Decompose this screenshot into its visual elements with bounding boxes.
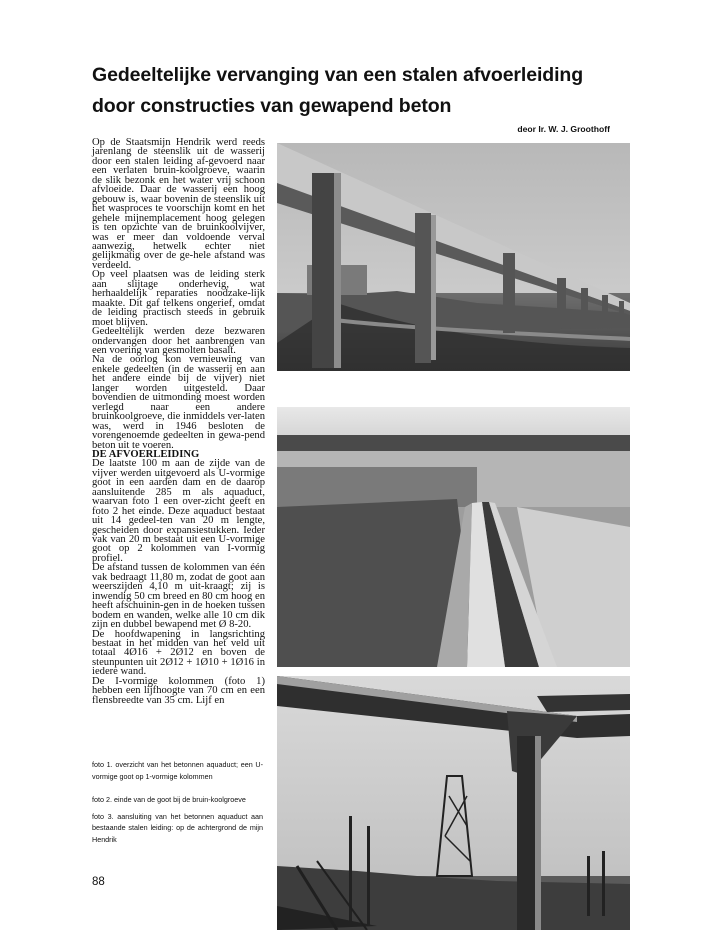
body-paragraph: De afstand tussen de kolommen van één vak bedraagt 11,80 m, zodat de goot aan weerszijden 4,10 m uit-kraagt; zij is inwendig 50 cm breed en 80 cm hoog en heeft afschuinin-gen in de hoeken tussen bodem en wanden, welke alle 10 cm dik zijn en dubbel bewapend met Ø 8-20.	[92, 562, 265, 631]
body-paragraph: Na de oorlog kon vernieuwing van enkele gedeelten (in de wasserij en aan het andere einde bij de vijver) niet langer worden uitgesteld. Daar bovendien de uitmonding moest worden verlegd naar een andere bruinkoolgroeve, die inmiddels ver-laten was, werd in 1946 besloten de vorengenoemde gedeelten in gewa-pend beton uit te voeren.	[92, 354, 265, 451]
body-paragraph: Op veel plaatsen was de leiding sterk aan slijtage onderhevig, wat herhaaldelijk reparaties noodzake-lijk maakte. Dit gaf telkens ongerief, omdat de leiding practisch steeds in gebruik moet blijven.	[92, 269, 265, 328]
caption-foto-2: foto 2. einde van de goot bij de bruin-koolgroeve	[92, 795, 246, 805]
caption-foto-1: foto 1. overzicht van het betonnen aquaduct; een U-vormige goot op 1-vormige kolommen	[92, 760, 263, 781]
caption-foto-3: foto 3. aansluiting van het betonnen aquaduct aan bestaande stalen leiding: op de achtergrond de mijn Hendrik	[92, 811, 263, 844]
connection-steel-pipe-image	[277, 676, 630, 930]
channel-end-image	[277, 407, 630, 667]
body-paragraph: Gedeeltelijk werden deze bezwaren ondervangen door het aanbrengen van een voering van gesmolten basalt.	[92, 326, 265, 356]
body-paragraph: De I-vormige kolommen (foto 1) hebben een lijfhoogte van 70 cm en een flensbreedte van 35 cm. Lijf en	[92, 675, 265, 706]
article-body	[92, 138, 265, 705]
channel-end-photo	[277, 407, 630, 667]
section-heading: DE AFVOERLEIDING	[92, 448, 200, 460]
aqueduct-overview-photo	[277, 143, 630, 371]
article-title-line-1: Gedeeltelijke vervanging van een stalen afvoerleiding	[92, 64, 584, 86]
connection-steel-pipe-photo	[277, 676, 630, 930]
aqueduct-overview-image	[277, 143, 630, 371]
article-title-line-2: door constructies van gewapend beton	[92, 95, 452, 117]
body-paragraph: De laatste 100 m aan de zijde van de vijver werden uitgevoerd als U-vormige goot in een aarden dam en de daarop aansluitende 285 m als aquaduct, waarvan foto 1 een over-zicht geeft en foto 2 het einde. Deze aquaduct bestaat uit 14 gedeel-ten van 20 m lengte, gescheiden door expansiestukken. Ieder vak van 20 m bestaat uit een U-vormige goot op 2 kolommen van I-vormig profiel.	[92, 458, 265, 564]
author-byline: deor Ir. W. J. Groothoff	[517, 124, 610, 134]
photo-captions	[92, 759, 263, 846]
body-paragraph: Op de Staatsmijn Hendrik werd reeds jarenlang de steenslik uit de wasserij door een stalen leiding af-gevoerd naar een verlaten bruin-koolgroeve, waarin de slik bezonk en het water vrij schoon afvloeide. Daar de wasserij een hoog gebouw is, waar bovenin de steenslik uit het wasproces te voorschijn komt en het gehele mijnemplacement hoog gelegen is ten opzichte van de bruinkoolvijver, was er meer dan voldoende verval aanwezig, hetwelk echter niet gelijkmatig over de ge-hele afstand was verdeeld.	[92, 137, 265, 271]
body-paragraph: De hoofdwapening in langsrichting bestaat in het midden van het veld uit totaal 4Ø16 + 2Ø12 en boven de steunpunten uit 2Ø12 + 1Ø10 + 1Ø16 in iedere wand.	[92, 628, 265, 678]
page-number: 88	[92, 876, 105, 888]
